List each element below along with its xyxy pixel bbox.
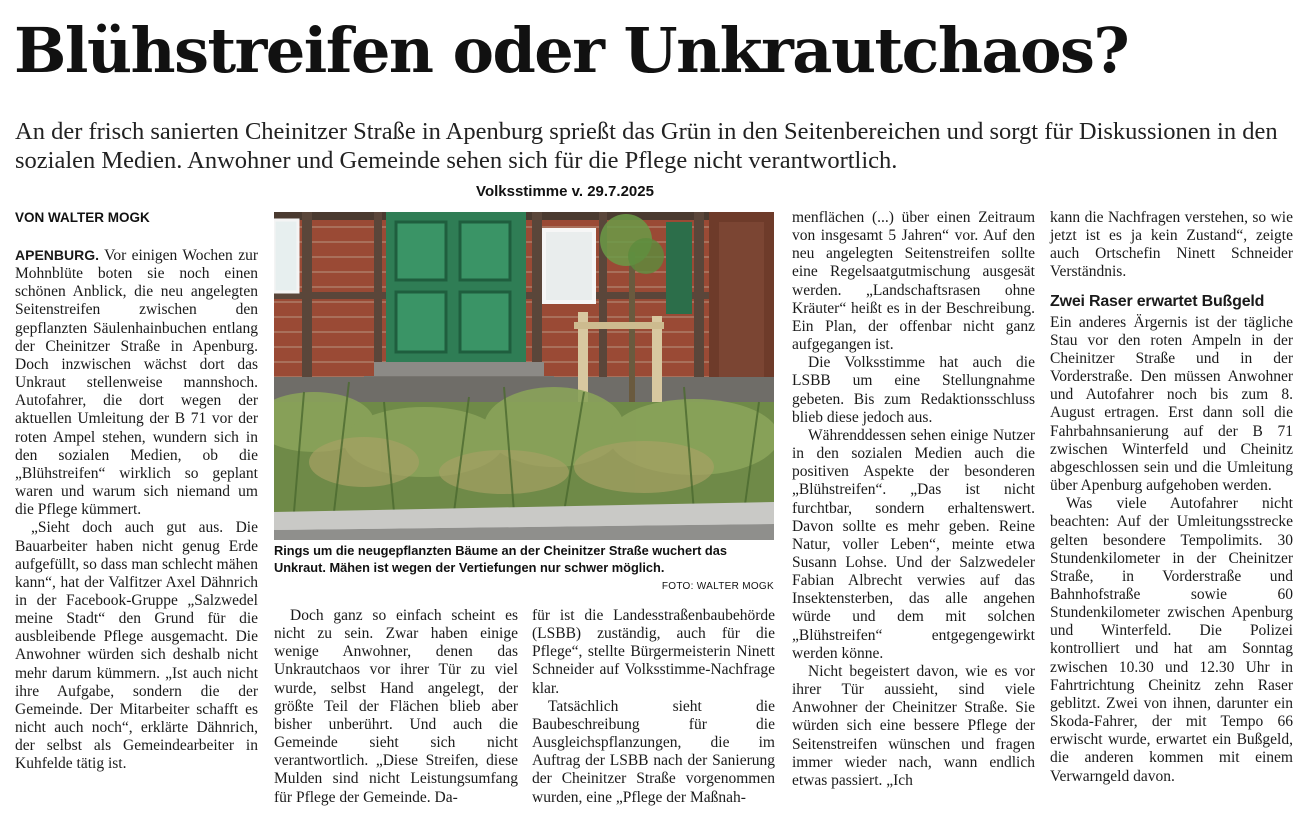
article-paragraph: Nicht begeistert davon, wie es vor ihrer Tür aussieht, sind viele Anwohner der Cheinitzer Straße. Sie würden sich eine bessere Pflege der Seitenstreifen wünschen und fragen immer wieder nach, wann endlich etwas passiert. „Ich bbox=[792, 662, 1035, 789]
photo-credit: FOTO: WALTER MOGK bbox=[661, 581, 774, 592]
article-paragraph: menflächen (...) über einen Zeitraum von insgesamt 5 Jahren“ vor. Auf den neu angelegten Seitenstreifen sollte eine Regelsaatgutmischung ausgesät werden. „Landschaftsrasen ohne Kräuter“ heißt es in der Beschreibung. Ein Plan, der offenbar nicht ganz aufgegangen ist. bbox=[792, 209, 1035, 354]
source-line: Volksstimme v. 29.7.2025 bbox=[476, 183, 654, 200]
dateline: APENBURG. bbox=[15, 247, 100, 263]
article-column-5 bbox=[1050, 209, 1293, 786]
article-paragraph: Was viele Autofahrer nicht beachten: Auf der Umleitungsstrecke gelten besondere Tempolimits. 30 Stundenkilometer in der Cheinitzer Straße, in Vorderstraße und Bahnhofstraße sowie 60 Stundenkilometer zwischen Apenburg und Winterfeld. Die Polizei kontrolliert und hat am Sonntag zwischen 10.30 und 12.30 Uhr in Fahrtrichtung Cheinitz zehn Raser geblitzt. Zwei von ihnen, darunter ein Skoda-Fahrer, der mit Tempo 66 erwischt wurde, erwartet ein Bußgeld, die anderen kommen mit einem Verwarngeld davon. bbox=[1050, 495, 1293, 785]
headline: Blühstreifen oder Unkrautchaos? bbox=[14, 14, 1129, 87]
article-paragraph: Doch ganz so einfach scheint es nicht zu sein. Zwar haben einige wenige Anwohner, denen das Unkrautchaos vor ihrer Tür zu viel wurde, selbst Hand angelegt, der größte Teil der Flächen blieb aber bisher unberührt. Und auch die Gemeinde sieht sich nicht verantwortlich. „Diese Streifen, diese Mulden sind nicht Leistungsumfang für Pflege der Gemeinde. Da- bbox=[274, 607, 518, 806]
article-column-4 bbox=[792, 209, 1035, 790]
article-paragraph: Währenddessen sehen einige Nutzer in den sozialen Medien auch die positiven Aspekte der besonderen „Blühstreifen“. „Das ist nicht furchtbar, sondern erhaltenswert. Davon sollte es mehr geben. Reine Natur, voller Leben“, meinte etwa Susann Lohse. Und der Salzwedeler Fabian Albrecht verwies auf das Insektensterben, das alle angehen würde und dem mit solchen „Blühstreifen“ entgegengewirkt werden könne. bbox=[792, 426, 1035, 662]
article-paragraph: Die Volksstimme hat auch die LSBB um eine Stellungnahme gebeten. Bis zum Redaktionsschluss blieb diese jedoch aus. bbox=[792, 354, 1035, 426]
article-photo bbox=[274, 212, 774, 540]
photo-caption: Rings um die neugepflanzten Bäume an der Cheinitzer Straße wuchert das Unkraut. Mähen ist wegen der Vertiefungen nur schwer möglich. FOTO: WALTER MOGK bbox=[274, 542, 774, 595]
article-paragraph: APENBURG. Vor einigen Wochen zur Mohnblüte boten sie noch einen schönen Anblick, die neu angelegten Seitenstreifen zwischen den gepflanzten Säulenhainbuchen entlang der Cheinitzer Straße in Apenburg. Doch inzwischen wächst dort das Unkraut stellenweise mannshoch. Autofahrer, die dort wegen der aktuellen Umleitung der B 71 vor der roten Ampel stehen, wundern sich in den sozialen Medien, ob die „Blühstreifen“ wirklich so geplant waren und warum sich niemand um die Pflege kümmert. bbox=[15, 247, 258, 519]
article-paragraph: kann die Nachfragen verstehen, so wie jetzt ist es ja kein Zustand“, zeigte auch Ortschefin Ninett Schneider Verständnis. bbox=[1050, 209, 1293, 281]
article-column-2 bbox=[274, 607, 518, 807]
article-column-1 bbox=[15, 246, 258, 774]
article-paragraph: Ein anderes Ärgernis ist der tägliche Stau vor den roten Ampeln in der Cheinitzer Straße und in der Vorderstraße. Den müssen Anwohner und Autofahrer noch bis zum 8. August ertragen. Erst dann soll die Fahrbahnsanierung auf der B 71 zwischen Winterfeld und Cheinitz abgeschlossen sein und die Umleitung über Apenburg aufgehoben werden. bbox=[1050, 313, 1293, 495]
byline: VON WALTER MOGK bbox=[15, 210, 150, 225]
article-paragraph: „Sieht doch auch gut aus. Die Bauarbeiter haben nicht genug Erde aufgefüllt, so dass man schlecht mähen kann“, hat der Valfitzer Axel Dähnrich in der Facebook-Gruppe „Salzwedel meine Stadt“ den Grund für die ausbleibende Pflege ausgemacht. Die Anwohner würden sich deshalb nicht mehr darum kümmern. „Ist auch nicht ihre Aufgabe, sondern die der Gemeinde. Der Mitarbeiter schafft es nicht auch noch“, erklärte Dähnrich, der selbst als Gemeindearbeiter in Kuhfelde tätig ist. bbox=[15, 519, 258, 773]
article-column-3 bbox=[532, 607, 775, 807]
subheading: Zwei Raser erwartet Bußgeld bbox=[1050, 292, 1265, 310]
article-paragraph: für ist die Landesstraßenbaubehörde (LSBB) zuständig, auch für die Pflege“, stellte Bürgermeisterin Ninett Schneider auf Volksstimme-Nachfrage klar. bbox=[532, 607, 775, 697]
subheadline: An der frisch sanierten Cheinitzer Straße in Apenburg sprießt das Grün in den Seitenbereichen und sorgt für Diskussionen in den sozialen Medien. Anwohner und Gemeinde sehen sich für die Pflege nicht verantwortlich. bbox=[15, 118, 1278, 174]
article-paragraph: Tatsächlich sieht die Baubeschreibung für die Ausgleichspflanzungen, die im Auftrag der LSBB nach der Sanierung der Cheinitzer Straße vorgenommen wurden, eine „Pflege der Maßnah- bbox=[532, 697, 775, 806]
